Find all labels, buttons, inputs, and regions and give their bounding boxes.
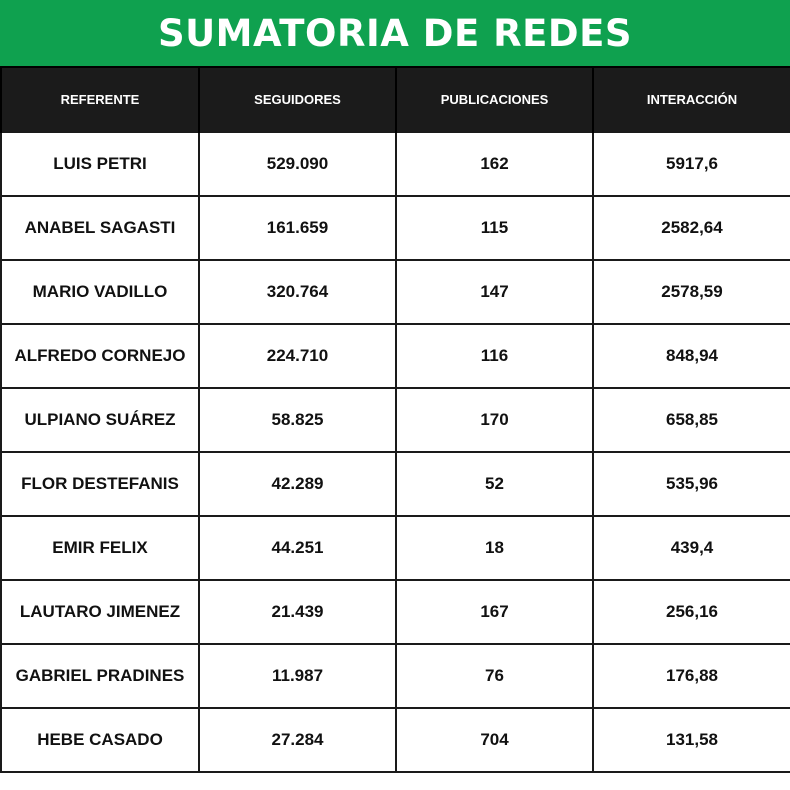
cell-referente: HEBE CASADO xyxy=(1,708,199,772)
cell-interaccion: 2578,59 xyxy=(593,260,790,324)
cell-seguidores: 11.987 xyxy=(199,644,396,708)
table-row xyxy=(1,580,790,644)
cell-interaccion: 658,85 xyxy=(593,388,790,452)
cell-referente: FLOR DESTEFANIS xyxy=(1,452,199,516)
cell-publicaciones: 167 xyxy=(396,580,593,644)
cell-interaccion: 5917,6 xyxy=(593,132,790,196)
table-row xyxy=(1,132,790,196)
table-row xyxy=(1,388,790,452)
cell-interaccion: 176,88 xyxy=(593,644,790,708)
column-header-interaccion: INTERACCIÓN xyxy=(593,67,790,132)
column-header-publicaciones: PUBLICACIONES xyxy=(396,67,593,132)
cell-seguidores: 529.090 xyxy=(199,132,396,196)
cell-referente: GABRIEL PRADINES xyxy=(1,644,199,708)
cell-seguidores: 320.764 xyxy=(199,260,396,324)
cell-seguidores: 58.825 xyxy=(199,388,396,452)
cell-referente: EMIR FELIX xyxy=(1,516,199,580)
cell-seguidores: 42.289 xyxy=(199,452,396,516)
cell-publicaciones: 116 xyxy=(396,324,593,388)
table-row xyxy=(1,644,790,708)
table-row xyxy=(1,516,790,580)
cell-referente: ALFREDO CORNEJO xyxy=(1,324,199,388)
networks-table xyxy=(0,66,790,773)
cell-publicaciones: 52 xyxy=(396,452,593,516)
column-header-seguidores: SEGUIDORES xyxy=(199,67,396,132)
cell-publicaciones: 115 xyxy=(396,196,593,260)
table-header-row xyxy=(1,67,790,132)
cell-publicaciones: 170 xyxy=(396,388,593,452)
column-header-referente: REFERENTE xyxy=(1,67,199,132)
cell-referente: MARIO VADILLO xyxy=(1,260,199,324)
table-row xyxy=(1,260,790,324)
table-row xyxy=(1,708,790,772)
cell-seguidores: 27.284 xyxy=(199,708,396,772)
table-row xyxy=(1,452,790,516)
table-row xyxy=(1,324,790,388)
page-title: SUMATORIA DE REDES xyxy=(0,0,790,66)
cell-seguidores: 224.710 xyxy=(199,324,396,388)
cell-publicaciones: 18 xyxy=(396,516,593,580)
cell-interaccion: 2582,64 xyxy=(593,196,790,260)
cell-publicaciones: 162 xyxy=(396,132,593,196)
cell-seguidores: 21.439 xyxy=(199,580,396,644)
cell-interaccion: 256,16 xyxy=(593,580,790,644)
table-row xyxy=(1,196,790,260)
cell-referente: ANABEL SAGASTI xyxy=(1,196,199,260)
cell-interaccion: 131,58 xyxy=(593,708,790,772)
cell-referente: LAUTARO JIMENEZ xyxy=(1,580,199,644)
cell-referente: LUIS PETRI xyxy=(1,132,199,196)
cell-interaccion: 848,94 xyxy=(593,324,790,388)
cell-seguidores: 44.251 xyxy=(199,516,396,580)
cell-referente: ULPIANO SUÁREZ xyxy=(1,388,199,452)
cell-publicaciones: 76 xyxy=(396,644,593,708)
cell-interaccion: 535,96 xyxy=(593,452,790,516)
cell-publicaciones: 704 xyxy=(396,708,593,772)
cell-seguidores: 161.659 xyxy=(199,196,396,260)
cell-interaccion: 439,4 xyxy=(593,516,790,580)
cell-publicaciones: 147 xyxy=(396,260,593,324)
